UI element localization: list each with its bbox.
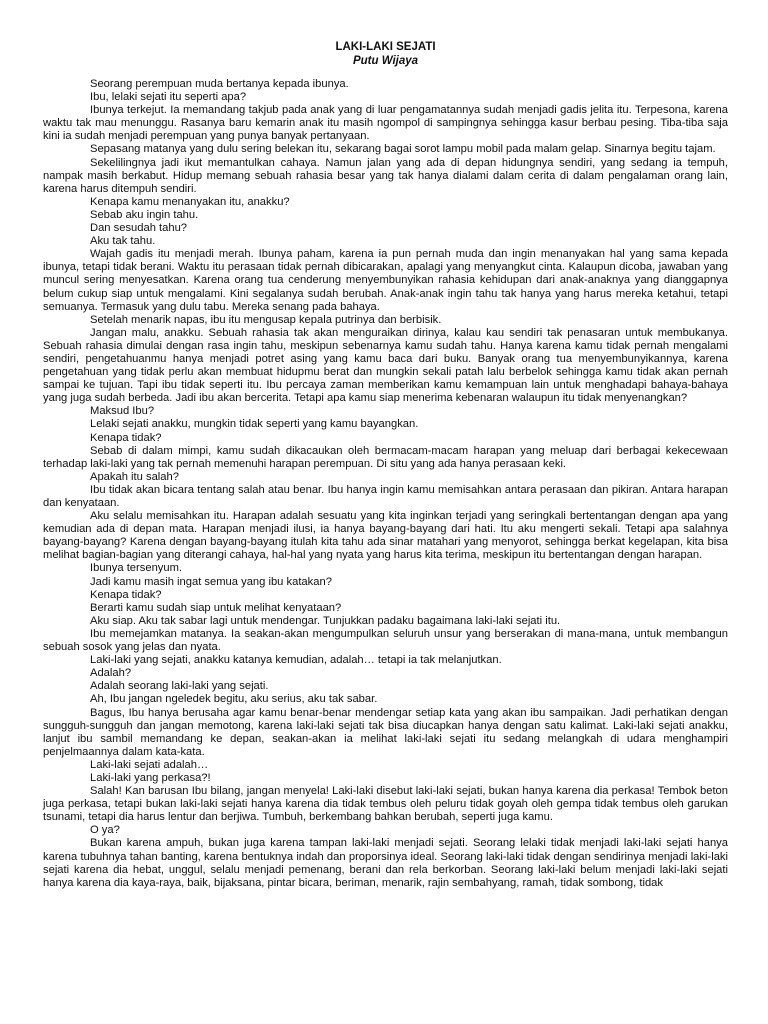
story-paragraph: Apakah itu salah?	[90, 470, 179, 483]
story-paragraph: O ya?	[90, 824, 120, 837]
story-paragraph: Setelah menarik napas, ibu itu mengusap kepala putrinya dan berbisik.	[90, 313, 442, 326]
story-paragraph: Ah, Ibu jangan ngeledek begitu, aku serius, aku tak sabar.	[90, 693, 378, 706]
story-author: Putu Wijaya	[352, 55, 419, 67]
story-paragraph: Jadi kamu masih ingat semua yang ibu katakan?	[90, 575, 332, 588]
story-paragraph: Kenapa tidak?	[90, 431, 162, 444]
story-paragraph: Aku selalu memisahkan itu. Harapan adalah sesuatu yang kita inginkan terjadi yang seringkali bertentangan dengan apa yang kemudian ada di depan mata. Harapan menjadi ilusi, ia hanya bayang-bayang dari hati. Itu aku mengerti sekali. Tetapi apa salahnya bayang-bayang? Karena dengan bayang-bayang itulah kita tahu ada sinar matahari yang menyorot, sehingga berkat kegelapan, kita bisa melihat bagian-bagian yang diterangi cahaya, hal-hal yang nyata yang harus kita terima, meskipun itu bertentangan dengan harapan.	[43, 510, 728, 562]
story-paragraph: Sepasang matanya yang dulu sering belekan itu, sekarang bagai sorot lampu mobil pada malam gelap. Sinarnya begitu tajam.	[90, 143, 716, 156]
story-paragraph: Sekelilingnya jadi ikut memantulkan cahaya. Namun jalan yang ada di depan hidungnya sendiri, yang sedang ia tempuh, nampak masih berkabut. Hidup memang sebuah rahasia besar yang tak hanya dialami dalam cerita di dalam pengalaman orang lain, karena harus ditempuh sendiri.	[43, 156, 728, 195]
story-paragraph: Lelaki sejati anakku, mungkin tidak seperti yang kamu bayangkan.	[90, 418, 419, 431]
story-paragraph: Berarti kamu sudah siap untuk melihat kenyataan?	[90, 601, 342, 614]
story-paragraph: Ibunya tersenyum.	[90, 562, 183, 575]
story-paragraph: Aku siap. Aku tak sabar lagi untuk mendengar. Tunjukkan padaku bagaimana laki-laki sejati itu.	[90, 614, 561, 627]
story-paragraph: Ibu memejamkan matanya. Ia seakan-akan mengumpulkan seluruh unsur yang berserakan di mana-mana, untuk membangun sebuah sosok yang jelas dan nyata.	[43, 627, 728, 654]
story-paragraph: Kenapa kamu menanyakan itu, anakku?	[90, 195, 290, 208]
story-paragraph: Sebab di dalam mimpi, kamu sudah dikacaukan oleh bermacam-macam harapan yang meluap dari berbagai kekecewaan terhadap laki-laki yang tak pernah memenuhi harapan perempuan. Di situ yang ada hanya perasaan keki.	[43, 444, 728, 470]
story-paragraph: Kenapa tidak?	[90, 588, 162, 601]
story-paragraph: Maksud Ibu?	[90, 405, 155, 418]
story-body	[43, 78, 728, 890]
story-paragraph: Seorang perempuan muda bertanya kepada ibunya.	[90, 78, 349, 90]
story-paragraph: Ibu tidak akan bicara tentang salah atau benar. Ibu hanya ingin kamu memisahkan antara perasaan dan pikiran. Antara harapan dan kenyataan.	[43, 483, 728, 509]
story-paragraph: Adalah?	[90, 667, 132, 680]
story-paragraph: Aku tak tahu.	[90, 235, 156, 248]
story-paragraph: Laki-laki yang sejati, anakku katanya kemudian, adalah… tetapi ia tak melanjutkan.	[90, 654, 502, 667]
story-paragraph: Bukan karena ampuh, bukan juga karena tampan laki-laki menjadi sejati. Seorang lelaki tidak menjadi laki-laki sejati hanya karena tubuhnya tahan banting, karena bentuknya indah dan proporsinya ideal. Seorang laki-laki tidak dengan sendirinya menjadi laki-laki sejati karena dia hebat, unggul, selalu menjadi pemenang, berani dan rela berkorban. Seorang laki-laki belum menjadi laki-laki sejati hanya karena dia kaya-raya, baik, bijaksana, pintar bicara, beriman, menarik, rajin sembahyang, ramah, tidak sombong, tidak	[43, 837, 728, 889]
story-paragraph: Jangan malu, anakku. Sebuah rahasia tak akan menguraikan dirinya, kalau kau sendiri tak penasaran untuk membukanya. Sebuah rahasia dimulai dengan rasa ingin tahu, meskipun sebenarnya kamu sudah tahu. Hanya karena kamu tidak pernah mengalami sendiri, pengetahuanmu hanya menjadi potret asing yang kamu baca dari buku. Banyak orang tua menyembunyikannya, karena pengetahuan yang tidak perlu akan membuat hidupmu berat dan mungkin sekali patah lalu berbelok sehingga kamu tidak akan pernah sampai ke tujuan. Tapi ibu tidak seperti itu. Ibu percaya zaman memberikan kamu kemampuan lain untuk menghadapi bahaya-bahaya yang juga sudah berbeda. Jadi ibu akan bercerita. Tetapi apa kamu siap menerima kebenaran walaupun itu tidak menyenangkan?	[43, 326, 728, 405]
story-paragraph: Laki-laki sejati adalah…	[90, 758, 209, 771]
story-paragraph: Adalah seorang laki-laki yang sejati.	[90, 680, 269, 693]
story-paragraph: Ibu, lelaki sejati itu seperti apa?	[90, 91, 247, 104]
story-paragraph: Dan sesudah tahu?	[90, 222, 188, 235]
story-paragraph: Ibunya terkejut. Ia memandang takjub pada anak yang di luar pengamatannya sudah menjadi gadis jelita itu. Terpesona, karena waktu tak mau menunggu. Rasanya baru kemarin anak itu masih ngompol di sampingnya sehingga kasur berbau pesing. Tiba-tiba saja kini ia sudah menjadi perempuan yang punya banyak pertanyaan.	[43, 104, 728, 143]
story-paragraph: Salah! Kan barusan Ibu bilang, jangan menyela! Laki-laki disebut laki-laki sejati, bukan hanya karena dia perkasa! Tembok beton juga perkasa, tetapi bukan laki-laki sejati hanya karena dia tidak tembus oleh peluru tidak goyah oleh gempa tidak tembus oleh garukan tsunami, tetapi dia harus lentur dan berjiwa. Tumbuh, berkembang bahkan berubah, seperti juga kamu.	[43, 785, 728, 824]
story-paragraph: Bagus, Ibu hanya berusaha agar kamu benar-benar mendengar setiap kata yang akan ibu sampaikan. Jadi perhatikan dengan sungguh-sungguh dan jangan memotong, karena laki-laki sejati tak bisa diucapkan hanya dengan satu kalimat. Laki-laki sejati anakku, lanjut ibu sambil memandang ke depan, seakan-akan ia melihat laki-laki sejati itu sedang melangkah di udara menghampiri penjelmaannya dalam kata-kata.	[43, 706, 728, 758]
story-paragraph: Sebab aku ingin tahu.	[90, 208, 199, 221]
story-title: LAKI-LAKI SEJATI	[335, 41, 436, 53]
story-paragraph: Laki-laki yang perkasa?!	[90, 771, 211, 784]
story-paragraph: Wajah gadis itu menjadi merah. Ibunya paham, karena ia pun pernah muda dan ingin menanyakan hal yang sama kepada ibunya, tetapi tidak berani. Waktu itu perasaan tidak pernah dibicarakan, apalagi yang menyangkut cinta. Kalaupun dicoba, jawaban yang muncul sering menyesatkan. Karena orang tua cenderung menyembunyikan rahasia kehidupan dari anak-anaknya yang dianggapnya belum cukup siap untuk mengalami. Kini segalanya sudah berubah. Anak-anak ingin tahu tak hanya yang harus mereka ketahui, tetapi semuanya. Termasuk yang dulu tabu. Mereka senang pada bahaya.	[43, 248, 728, 313]
